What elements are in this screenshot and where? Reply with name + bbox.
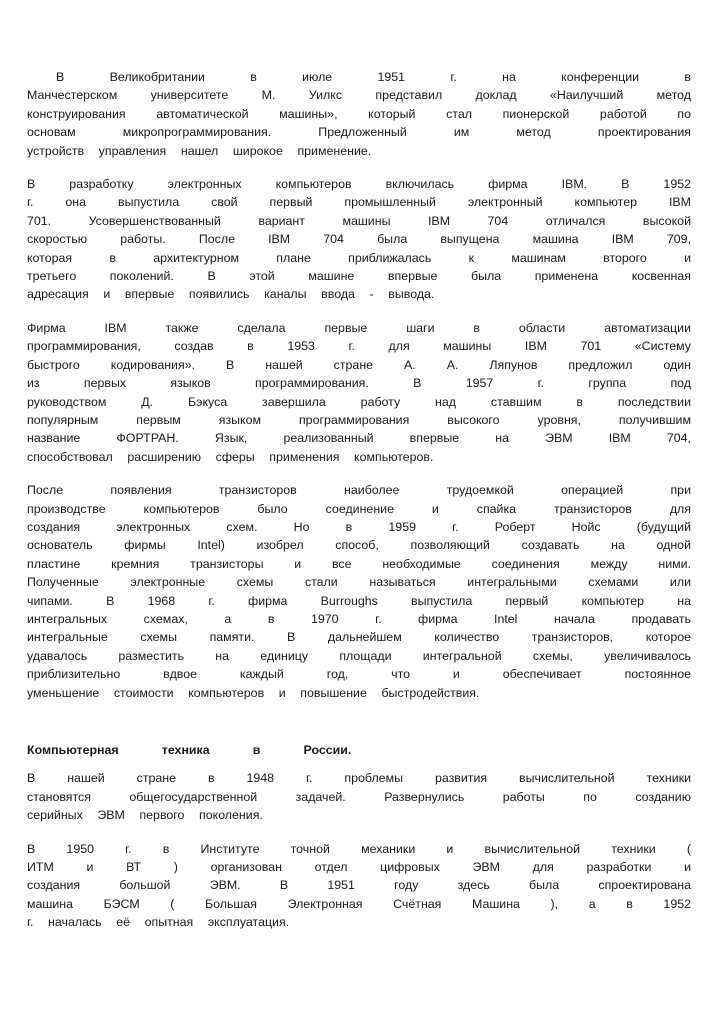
text-line: Фирма IBM также сделала первые шаги в области автоматизации bbox=[27, 320, 691, 335]
text-line: создания электронных схем. Но в 1959 г. Роберт Нойс (будущий bbox=[27, 519, 691, 534]
text-line: ИТМ и ВТ ) организован отдел цифровых ЭВМ для разработки и bbox=[27, 860, 691, 875]
text-line: г. она выпустила свой первый промышленный электронный компьютер IBM bbox=[27, 195, 691, 210]
text-line: Полученные электронные схемы стали называться интегральными схемами или bbox=[27, 575, 691, 590]
text-line: становятся общегосударственной задачей. Развернулись работы по созданию bbox=[27, 789, 691, 804]
text-line: После появления транзисторов наиболее трудоемкой операцией при bbox=[27, 483, 691, 498]
text-line: руководством Д. Бэкуса завершила работу над ставшим в последствии bbox=[27, 394, 691, 409]
text-line: которая в архитектурном плане приближалась к машинам второго и bbox=[27, 250, 691, 265]
text-line: интегральные схемы памяти. В дальнейшем количество транзисторов, которое bbox=[27, 630, 691, 645]
text-line: быстрого кодирования». В нашей стране А. А. Ляпунов предложил один bbox=[27, 357, 691, 372]
text-line: пластине кремния транзисторы и все необходимые соединения между ними. bbox=[27, 556, 691, 571]
paragraph-fortran bbox=[27, 319, 691, 466]
text-line: уменьшение стоимости компьютеров и повышение быстродействия. bbox=[27, 685, 480, 700]
text-line: Манчестерском университете М. Уилкс представил доклад «Наилучший метод bbox=[27, 88, 691, 103]
text-line: В 1950 г. в Институте точной механики и вычислительной техники ( bbox=[27, 841, 691, 856]
paragraph-ussr-1948 bbox=[27, 769, 691, 824]
text-line: В разработку электронных компьютеров включилась фирма IBM. В 1952 bbox=[27, 177, 691, 192]
section-heading: Компьютерная техника в России. bbox=[27, 743, 352, 757]
paragraph-wilkes bbox=[27, 68, 691, 160]
text-line: популярным первым языком программирования высокого уровня, получившим bbox=[27, 412, 691, 427]
text-line: скоростью работы. После IBM 704 была выпущена машина IBM 709, bbox=[27, 232, 691, 247]
text-line: приблизительно вдвое каждый год, что и обеспечивает постоянное bbox=[27, 667, 691, 682]
text-line: г. началась её опытная эксплуатация. bbox=[27, 915, 290, 930]
text-line: адресация и впервые появились каналы ввода - вывода. bbox=[27, 287, 435, 302]
text-line: программирования, создав в 1953 г. для машины IBM 701 «Систему bbox=[27, 339, 691, 354]
paragraph-ibm bbox=[27, 175, 691, 304]
text-line: В Великобритании в июле 1951 г. на конференции в bbox=[56, 70, 691, 84]
text-line: удавалось разместить на единицу площади интегральной схемы, увеличивалось bbox=[27, 648, 691, 663]
text-line: основам микропрограммирования. Предложенный им метод проектирования bbox=[27, 125, 691, 140]
text-line: серийных ЭВМ первого поколения. bbox=[27, 808, 263, 823]
document-page bbox=[27, 68, 691, 947]
text-line: из первых языков программирования. В 1957 г. группа под bbox=[27, 376, 691, 391]
text-line: интегральных схемах, а в 1970 г. фирма Intel начала продавать bbox=[27, 611, 691, 626]
text-line: конструирования автоматической машины», который стал пионерской работой по bbox=[27, 106, 691, 121]
text-line: устройств управления нашел широкое применение. bbox=[27, 143, 372, 158]
text-line: создания большой ЭВМ. В 1951 году здесь была спроектирована bbox=[27, 878, 691, 893]
text-line: производстве компьютеров было соединение и спайка транзисторов для bbox=[27, 501, 691, 516]
paragraph-besm bbox=[27, 840, 691, 932]
text-line: способствовал расширению сферы применения компьютеров. bbox=[27, 449, 434, 464]
text-line: чипами. В 1968 г. фирма Burroughs выпустила первый компьютер на bbox=[27, 593, 691, 608]
text-line: третьего поколений. В этой машине впервые была применена косвенная bbox=[27, 269, 691, 284]
text-line: машина БЭСМ ( Большая Электронная Счётная Машина ), а в 1952 bbox=[27, 896, 691, 911]
text-line: 701. Усовершенствованный вариант машины IBM 704 отличался высокой bbox=[27, 213, 691, 228]
text-line: название ФОРТРАН. Язык, реализованный впервые на ЭВМ IBM 704, bbox=[27, 431, 691, 446]
text-line: основатель фирмы Intel) изобрел способ, позволяющий создавать на одной bbox=[27, 538, 691, 553]
paragraph-integrated-circuits bbox=[27, 481, 691, 702]
text-line: В нашей стране в 1948 г. проблемы развития вычислительной техники bbox=[27, 771, 691, 786]
